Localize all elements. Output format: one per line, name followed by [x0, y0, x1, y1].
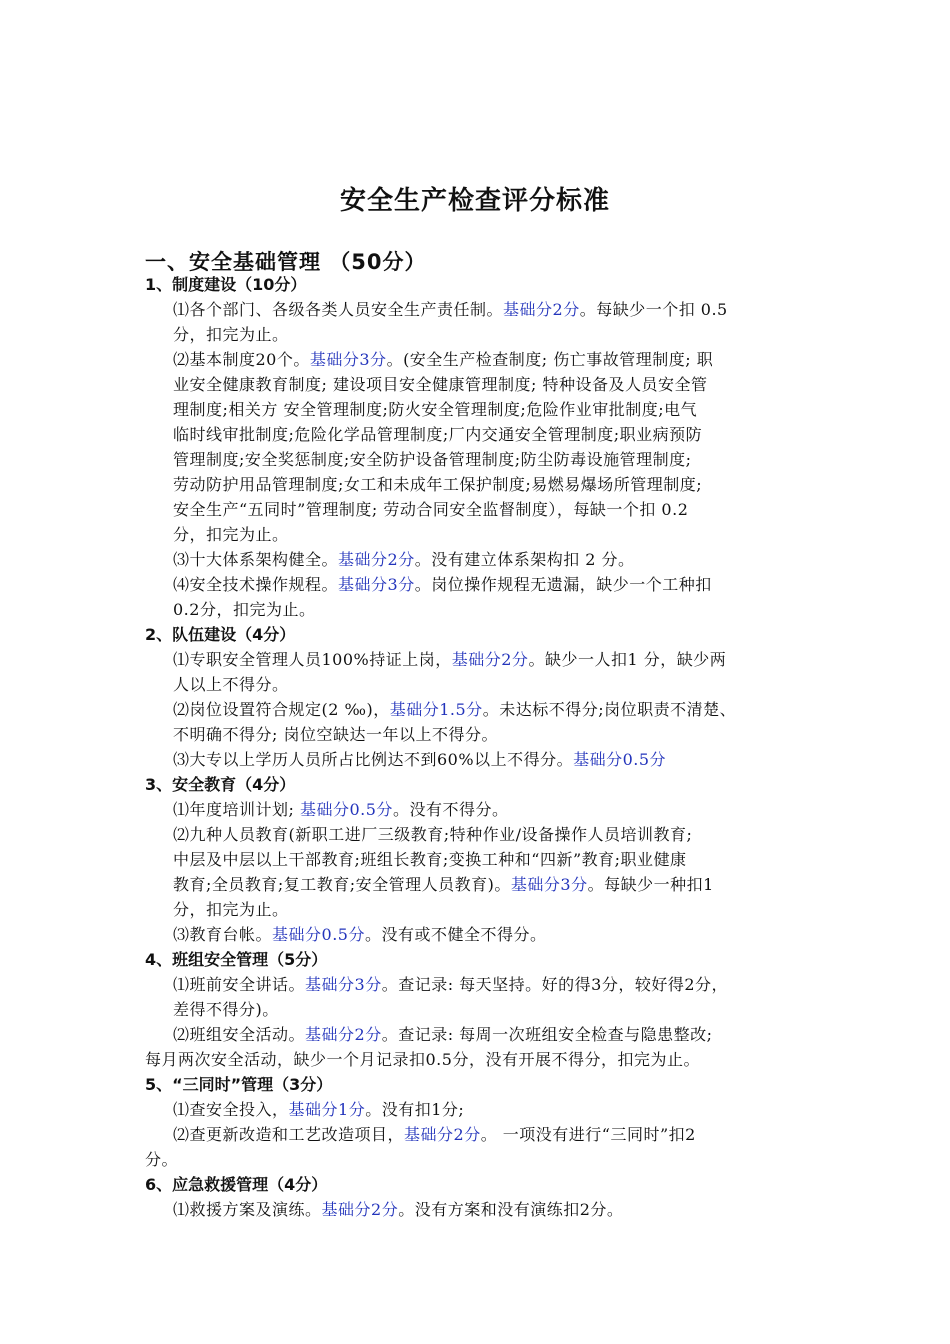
line-text: 。每缺少一种扣1	[587, 875, 714, 894]
text-line	[173, 747, 825, 772]
text-line	[173, 797, 825, 822]
text-line	[173, 1097, 825, 1122]
criteria-item	[145, 1122, 825, 1172]
line-text: 。岗位操作规程无遗漏，缺少一个工种扣	[414, 575, 712, 594]
criteria-item	[145, 747, 825, 772]
criteria-item	[145, 922, 825, 947]
base-score-text: 基础分3分	[309, 350, 387, 369]
criteria-item	[145, 1022, 825, 1072]
line-text: 。查记录: 每周一次班组安全检查与隐患整改;	[381, 1025, 713, 1044]
section-content	[145, 272, 825, 1222]
line-text: 每月两次安全活动，缺少一个月记录扣0.5分，没有开展不得分，扣完为止。	[145, 1050, 700, 1069]
text-line	[173, 1022, 825, 1047]
line-text: 。没有扣1分;	[365, 1100, 465, 1119]
line-text: 。每缺少一个扣 0.5	[579, 300, 728, 319]
line-text: 。缺少一人扣1 分，缺少两	[528, 650, 727, 669]
subsection-heading: 2、队伍建设（4分）	[145, 625, 296, 644]
base-score-text: 基础分2分	[321, 1200, 399, 1219]
line-text: ⑴专职安全管理人员100%持证上岗，	[173, 650, 452, 669]
criteria-item	[145, 547, 825, 572]
text-line	[173, 1197, 825, 1222]
line-text: 0.2分，扣完为止。	[173, 600, 316, 619]
text-line	[173, 1122, 825, 1147]
line-text: 。没有或不健全不得分。	[364, 925, 547, 944]
line-text: 。未达标不得分;岗位职责不清楚、	[482, 700, 737, 719]
line-text: 中层及中层以上干部教育;班组长教育;变换工种和“四新”教育;职业健康	[173, 850, 687, 869]
base-score-text: 基础分3分	[510, 875, 588, 894]
line-text: 。没有不得分。	[392, 800, 509, 819]
criteria-item	[145, 572, 825, 622]
text-line	[173, 297, 825, 322]
text-line	[173, 922, 825, 947]
line-text: 。(安全生产检查制度; 伤亡事故管理制度; 职	[386, 350, 714, 369]
text-line	[173, 447, 825, 472]
criteria-item	[145, 797, 825, 822]
criteria-item	[145, 1097, 825, 1122]
text-line	[173, 397, 825, 422]
line-text: ⑵九种人员教育(新职工进厂三级教育;特种作业/设备操作人员培训教育;	[173, 825, 693, 844]
base-score-text: 基础分1.5分	[389, 700, 483, 719]
line-text: ⑵基本制度20个。	[173, 350, 310, 369]
criteria-item	[145, 972, 825, 1022]
line-text: 人以上不得分。	[173, 675, 289, 694]
line-text: ⑴年度培训计划;	[173, 800, 300, 819]
text-line	[173, 972, 825, 997]
base-score-text: 基础分3分	[338, 575, 415, 594]
line-text: 。没有方案和没有演练扣2分。	[398, 1200, 624, 1219]
text-line	[145, 1047, 825, 1072]
line-text: ⑴查安全投入，	[173, 1100, 289, 1119]
line-text: 。 一项没有进行“三同时”扣2	[480, 1125, 696, 1144]
base-score-text: 基础分2分	[305, 1025, 382, 1044]
base-score-text: 基础分2分	[451, 650, 529, 669]
base-score-text: 基础分2分	[338, 550, 415, 569]
criteria-item	[145, 822, 825, 922]
page-title: 安全生产检查评分标准	[339, 186, 610, 216]
text-line	[173, 697, 825, 722]
base-score-text: 基础分0.5分	[573, 750, 667, 769]
line-text: 分，扣完为止。	[173, 900, 289, 919]
criteria-item	[145, 1197, 825, 1222]
line-text: 业安全健康教育制度; 建设项目安全健康管理制度; 特种设备及人员安全管	[173, 375, 708, 394]
line-text: ⑵查更新改造和工艺改造项目，	[173, 1125, 405, 1144]
base-score-text: 基础分2分	[404, 1125, 481, 1144]
line-text: ⑴各个部门、各级各类人员安全生产责任制。	[173, 300, 504, 319]
text-line	[173, 822, 825, 847]
line-text: ⑶大专以上学历人员所占比例达不到60%以上不得分。	[173, 750, 574, 769]
text-line	[173, 522, 825, 547]
line-text: 理制度;相关方 安全管理制度;防火安全管理制度;危险作业审批制度;电气	[173, 400, 698, 419]
subsection-heading: 5、“三同时”管理（3分）	[145, 1075, 333, 1094]
line-text: 劳动防护用品管理制度;女工和未成年工保护制度;易燃易爆场所管理制度;	[173, 475, 703, 494]
base-score-text: 基础分2分	[503, 300, 580, 319]
text-line	[173, 672, 825, 697]
base-score-text: 基础分0.5分	[299, 800, 393, 819]
text-line	[173, 572, 825, 597]
base-score-text: 基础分0.5分	[272, 925, 365, 944]
line-text: ⑴救援方案及演练。	[173, 1200, 322, 1219]
subsection-heading: 3、安全教育（4分）	[145, 775, 296, 794]
line-text: ⑷安全技术操作规程。	[173, 575, 339, 594]
text-line	[173, 347, 825, 372]
text-line	[173, 997, 825, 1022]
line-text: 分，扣完为止。	[173, 325, 289, 344]
line-text: 。没有建立体系架构扣 2 分。	[414, 550, 635, 569]
text-line	[173, 872, 825, 897]
text-line	[173, 647, 825, 672]
line-text: 不明确不得分; 岗位空缺达一年以上不得分。	[173, 725, 498, 744]
criteria-item	[145, 347, 825, 547]
line-text: 安全生产“五同时”管理制度; 劳动合同安全监督制度），每缺一个扣 0.2	[173, 500, 689, 519]
criteria-item	[145, 297, 825, 347]
line-text: 管理制度;安全奖惩制度;安全防护设备管理制度;防尘防毒设施管理制度;	[173, 450, 692, 469]
text-line	[173, 372, 825, 397]
criteria-item	[145, 647, 825, 697]
text-line	[173, 722, 825, 747]
line-text: 差得不得分)。	[173, 1000, 279, 1019]
base-score-text: 基础分1分	[288, 1100, 366, 1119]
subsection-heading: 6、应急救援管理（4分）	[145, 1175, 328, 1194]
line-text: 临时线审批制度;危险化学品管理制度;厂内交通安全管理制度;职业病预防	[173, 425, 703, 444]
section-heading: 一、安全基础管理 （50分）	[145, 250, 427, 274]
line-text: ⑴班前安全讲话。	[173, 975, 306, 994]
line-text: ⑶教育台帐。	[173, 925, 273, 944]
text-line	[173, 472, 825, 497]
line-text: ⑵岗位设置符合规定(2 ‰)，	[173, 700, 390, 719]
subsection-heading: 4、班组安全管理（5分）	[145, 950, 328, 969]
line-text: ⑵班组安全活动。	[173, 1025, 306, 1044]
text-line	[173, 897, 825, 922]
line-text: 。查记录: 每天坚持。好的得3分，较好得2分，	[381, 975, 729, 994]
criteria-item	[145, 697, 825, 747]
line-text: 分，扣完为止。	[173, 525, 289, 544]
line-text: ⑶十大体系架构健全。	[173, 550, 339, 569]
text-line	[173, 547, 825, 572]
text-line	[173, 497, 825, 522]
line-text: 教育;全员教育;复工教育;安全管理人员教育)。	[173, 875, 511, 894]
subsection-heading: 1、制度建设（10分）	[145, 275, 307, 294]
base-score-text: 基础分3分	[305, 975, 382, 994]
line-text: 分。	[145, 1150, 179, 1169]
text-line	[173, 422, 825, 447]
text-line	[145, 1147, 825, 1172]
text-line	[173, 847, 825, 872]
text-line	[173, 322, 825, 347]
text-line	[173, 597, 825, 622]
